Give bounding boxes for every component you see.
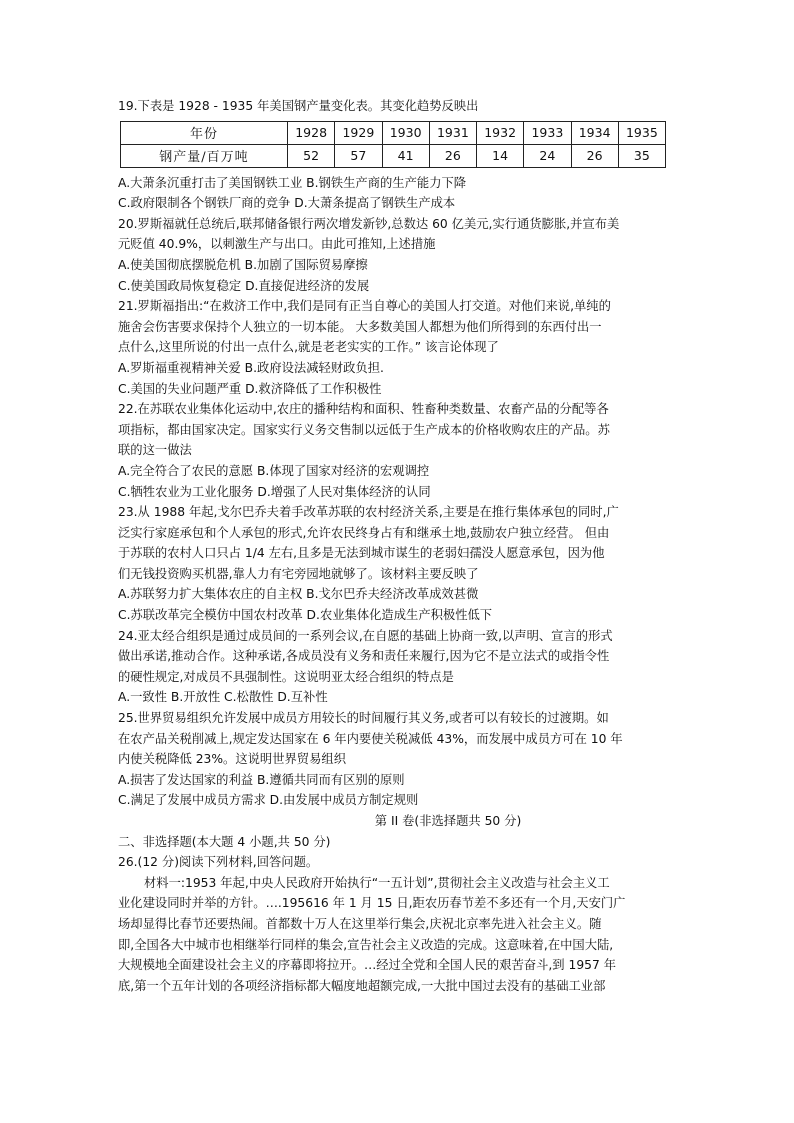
table-cell-output: 26: [571, 144, 618, 167]
table-cell-year: 1932: [477, 121, 524, 144]
q19-options-cd: C.政府限制各个钢铁厂商的竞争 D.大萧条提高了钢铁生产成本: [118, 196, 456, 211]
table-row-output: [121, 144, 666, 167]
q25-stem-line: 在农产品关税削减上,规定发达国家在 6 年内要使关税减低 43%，而发展中成员方可在 10 年: [118, 731, 623, 746]
table-cell-output: 41: [382, 144, 429, 167]
exam-page: [118, 96, 678, 996]
q20-options-cd: C.使美国政局恢复稳定 D.直接促进经济的发展: [118, 278, 370, 293]
q22-stem-line: 项指标，都由国家决定。国家实行义务交售制以远低于生产成本的价格收购农庄的产品。苏: [118, 422, 610, 437]
q23-stem-line: 们无钱投资购买机器,靠人力有宅旁园地就够了。该材料主要反映了: [118, 566, 479, 581]
table-header-output: 钢产量/百万吨: [121, 144, 288, 167]
q22-stem-line: 22.在苏联农业集体化运动中,农庄的播种结构和面积、牲畜种类数量、农畜产品的分配等各: [118, 402, 609, 417]
q23-stem-line: 泛实行家庭承包和个人承包的形式,允许农民终身占有和继承土地,鼓励农户独立经营。 但由: [118, 525, 610, 540]
table-cell-output: 14: [477, 144, 524, 167]
q26-material-line: 大规模地全面建设社会主义的序幕即将拉开。…经过全党和全国人民的艰苦奋斗,到 1957 年: [118, 958, 617, 973]
q25-options-cd: C.满足了发展中成员方需求 D.由发展中成员方制定规则: [118, 793, 419, 808]
table-cell-year: 1930: [382, 121, 429, 144]
q23-options-cd: C.苏联改革完全模仿中国农村改革 D.农业集体化造成生产积极性低下: [118, 608, 493, 623]
q25-options-ab: A.损害了发达国家的利益 B.遵循共同而有区别的原则: [118, 772, 405, 787]
q24-stem-line: 做出承诺,推动合作。这种承诺,各成员没有义务和责任来履行,因为它不是立法式的或指令性: [118, 649, 610, 664]
q21-stem-line: 施舍会伤害要求保持个人独立的一切本能。 大多数美国人都想为他们所得到的东西付出一: [118, 319, 602, 334]
q23-options-ab: A.苏联努力扩大集体农庄的自主权 B.戈尔巴乔夫经济改革成效甚微: [118, 587, 479, 602]
table-cell-output: 26: [429, 144, 476, 167]
q26-material-line: 材料一:1953 年起,中央人民政府开始执行“一五计划”,贯彻社会主义改造与社会主义工: [144, 875, 610, 890]
section2-heading: 二、非选择题(本大题 4 小题,共 50 分): [118, 834, 331, 849]
q26-material-line: 即,全国各大中城市也相继举行同样的集会,宣告社会主义改造的完成。这意味着,在中国大陆,: [118, 937, 614, 952]
q26-material-line: 场却显得比春节还要热闹。首都数十万人在这里举行集会,庆祝北京率先进入社会主义。随: [118, 916, 602, 931]
q26-stem: 26.(12 分)阅读下列材料,回答问题。: [118, 855, 319, 870]
q26-material-line: 业化建设同时并举的方针。….195616 年 1 月 15 日,距农历春节差不多还有一个月,天安门广: [118, 896, 626, 911]
table-cell-output: 52: [288, 144, 335, 167]
section2-title: 第 II 卷(非选择题共 50 分): [374, 814, 522, 828]
q20-options-ab: A.使美国彻底摆脱危机 B.加剧了国际贸易摩擦: [118, 257, 368, 272]
table-cell-year: 1929: [335, 121, 382, 144]
table-cell-output: 24: [524, 144, 571, 167]
q24-options: A.一致性 B.开放性 C.松散性 D.互补性: [118, 690, 328, 705]
q25-stem-line: 内使关税降低 23%。这说明世界贸易组织: [118, 752, 346, 767]
q24-stem-line: 的硬性规定,对成员不具强制性。这说明亚太经合组织的特点是: [118, 669, 454, 684]
q19-stem: 19.下表是 1928 - 1935 年美国钢产量变化表。其变化趋势反映出: [118, 99, 479, 113]
table-header-year: 年份: [121, 121, 288, 144]
q22-options-cd: C.牺牲农业为工业化服务 D.增强了人民对集体经济的认同: [118, 484, 431, 499]
table-row-years: [121, 121, 666, 144]
table-cell-output: 57: [335, 144, 382, 167]
q26-material-line: 底,第一个五年计划的各项经济指标都大幅度地超额完成,一大批中国过去没有的基础工业部: [118, 978, 606, 993]
table-cell-year: 1931: [429, 121, 476, 144]
q23-stem-line: 23.从 1988 年起,戈尔巴乔夫着手改革苏联的农村经济关系,主要是在推行集体承包的同时,广: [118, 505, 619, 520]
q22-stem-line: 联的这一做法: [118, 443, 192, 458]
q21-options-cd: C.美国的失业问题严重 D.救济降低了工作积极性: [118, 381, 382, 396]
steel-output-table: [120, 121, 666, 168]
q23-stem-line: 于苏联的农村人口只占 1/4 左右,且多是无法到城市谋生的老弱妇孺没人愿意承包，因为他: [118, 546, 605, 561]
table-cell-output: 35: [618, 144, 665, 167]
table-cell-year: 1928: [288, 121, 335, 144]
q21-stem-line: 点什么,这里所说的付出一点什么,就是老老实实的工作。” 该言论体现了: [118, 340, 499, 355]
table-cell-year: 1935: [618, 121, 665, 144]
q21-options-ab: A.罗斯福重视精神关爱 B.政府设法减轻财政负担.: [118, 360, 384, 375]
q19-options-ab: A.大萧条沉重打击了美国钢铁工业 B.钢铁生产商的生产能力下降: [118, 175, 467, 190]
q25-stem-line: 25.世界贸易组织允许发展中成员方用较长的时间履行其义务,或者可以有较长的过渡期。如: [118, 711, 609, 726]
q20-stem-line: 元贬值 40.9%，以刺激生产与出口。由此可推知,上述措施: [118, 237, 436, 252]
table-cell-year: 1933: [524, 121, 571, 144]
table-cell-year: 1934: [571, 121, 618, 144]
q22-options-ab: A.完全符合了农民的意愿 B.体现了国家对经济的宏观调控: [118, 463, 430, 478]
q20-stem-line: 20.罗斯福就任总统后,联邦储备银行两次增发新钞,总数达 60 亿美元,实行通货膨胀,并宣布美: [118, 216, 620, 231]
q24-stem-line: 24.亚太经合组织是通过成员间的一系列会议,在自愿的基础上协商一致,以声明、宣言的形式: [118, 628, 613, 643]
q21-stem-line: 21.罗斯福指出:“在救济工作中,我们是同有正当自尊心的美国人打交道。对他们来说,单纯的: [118, 299, 611, 314]
